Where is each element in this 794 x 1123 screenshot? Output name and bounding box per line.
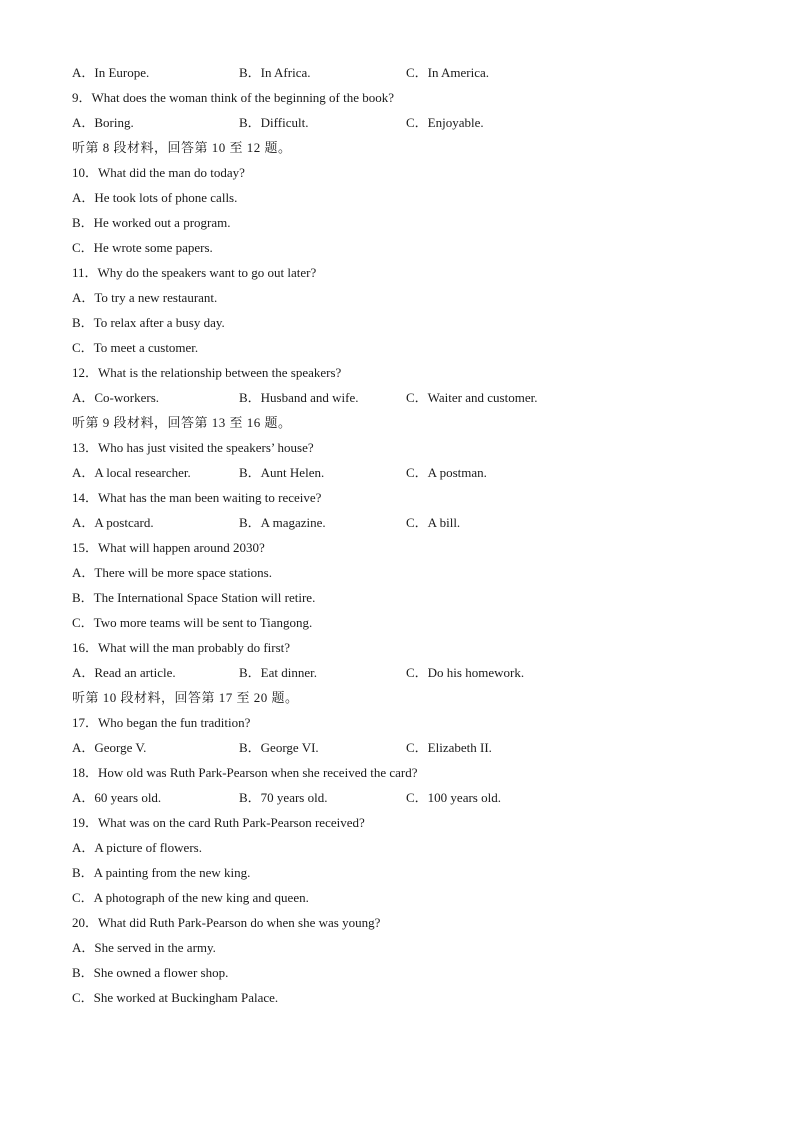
answer-option: C．Elizabeth II.	[406, 740, 492, 755]
answer-option: C．100 years old.	[406, 790, 501, 805]
answer-option: A．George V.	[72, 740, 147, 755]
text-line: C．A photograph of the new king and queen.	[72, 890, 309, 905]
answer-option: A．Co-workers.	[72, 390, 160, 405]
answer-option: B．70 years old.	[239, 790, 328, 805]
text-line: 10．What did the man do today?	[72, 165, 245, 180]
text-line: A．He took lots of phone calls.	[72, 190, 238, 205]
text-line: B．The International Space Station will retire.	[72, 590, 316, 605]
answer-option: B．In Africa.	[239, 65, 311, 80]
text-line: 11．Why do the speakers want to go out later?	[72, 265, 317, 280]
answer-option: B．Aunt Helen.	[239, 465, 325, 480]
text-line: 20．What did Ruth Park-Pearson do when she was young?	[72, 915, 381, 930]
text-line: B．A painting from the new king.	[72, 865, 251, 880]
option-row	[72, 113, 732, 138]
option-row	[72, 788, 732, 813]
answer-option: A．A postcard.	[72, 515, 154, 530]
text-line: A．She served in the army.	[72, 940, 216, 955]
text-line: 9．What does the woman think of the beginning of the book?	[72, 90, 395, 105]
document-page	[72, 63, 732, 1013]
answer-option: C．Waiter and customer.	[406, 390, 538, 405]
section-heading: 听第 10 段材料，回答第 17 至 20 题。	[72, 690, 299, 705]
text-line: 14．What has the man been waiting to receive?	[72, 490, 322, 505]
section-heading: 听第 9 段材料，回答第 13 至 16 题。	[72, 415, 292, 430]
answer-option: C．In America.	[406, 65, 490, 80]
option-row	[72, 63, 732, 88]
answer-option: B．Husband and wife.	[239, 390, 359, 405]
text-line: 17．Who began the fun tradition?	[72, 715, 251, 730]
section-heading: 听第 8 段材料，回答第 10 至 12 题。	[72, 140, 292, 155]
text-line: A．There will be more space stations.	[72, 565, 272, 580]
text-line: 19．What was on the card Ruth Park-Pearson received?	[72, 815, 365, 830]
answer-option: B．George VI.	[239, 740, 319, 755]
text-line: C．He wrote some papers.	[72, 240, 213, 255]
answer-option: A．In Europe.	[72, 65, 150, 80]
answer-option: A．60 years old.	[72, 790, 162, 805]
text-line: A．A picture of flowers.	[72, 840, 202, 855]
text-line: C．She worked at Buckingham Palace.	[72, 990, 279, 1005]
option-row	[72, 738, 732, 763]
answer-option: B．Eat dinner.	[239, 665, 317, 680]
text-line: 13．Who has just visited the speakers’ house?	[72, 440, 314, 455]
option-row	[72, 663, 732, 688]
answer-option: A．Boring.	[72, 115, 134, 130]
option-row	[72, 388, 732, 413]
text-line: B．She owned a flower shop.	[72, 965, 229, 980]
answer-option: C．A postman.	[406, 465, 487, 480]
answer-option: A．A local researcher.	[72, 465, 191, 480]
answer-option: A．Read an article.	[72, 665, 176, 680]
option-row	[72, 463, 732, 488]
text-line: C．Two more teams will be sent to Tiangong.	[72, 615, 313, 630]
answer-option: B．Difficult.	[239, 115, 309, 130]
text-line: B．To relax after a busy day.	[72, 315, 225, 330]
text-line: 16．What will the man probably do first?	[72, 640, 291, 655]
text-line: A．To try a new restaurant.	[72, 290, 218, 305]
text-line: 15．What will happen around 2030?	[72, 540, 265, 555]
text-line: 12．What is the relationship between the speakers?	[72, 365, 342, 380]
answer-option: B．A magazine.	[239, 515, 326, 530]
text-line: C．To meet a customer.	[72, 340, 199, 355]
answer-option: C．Enjoyable.	[406, 115, 484, 130]
answer-option: C．Do his homework.	[406, 665, 525, 680]
answer-option: C．A bill.	[406, 515, 461, 530]
text-line: 18．How old was Ruth Park-Pearson when she received the card?	[72, 765, 418, 780]
option-row	[72, 513, 732, 538]
text-line: B．He worked out a program.	[72, 215, 231, 230]
